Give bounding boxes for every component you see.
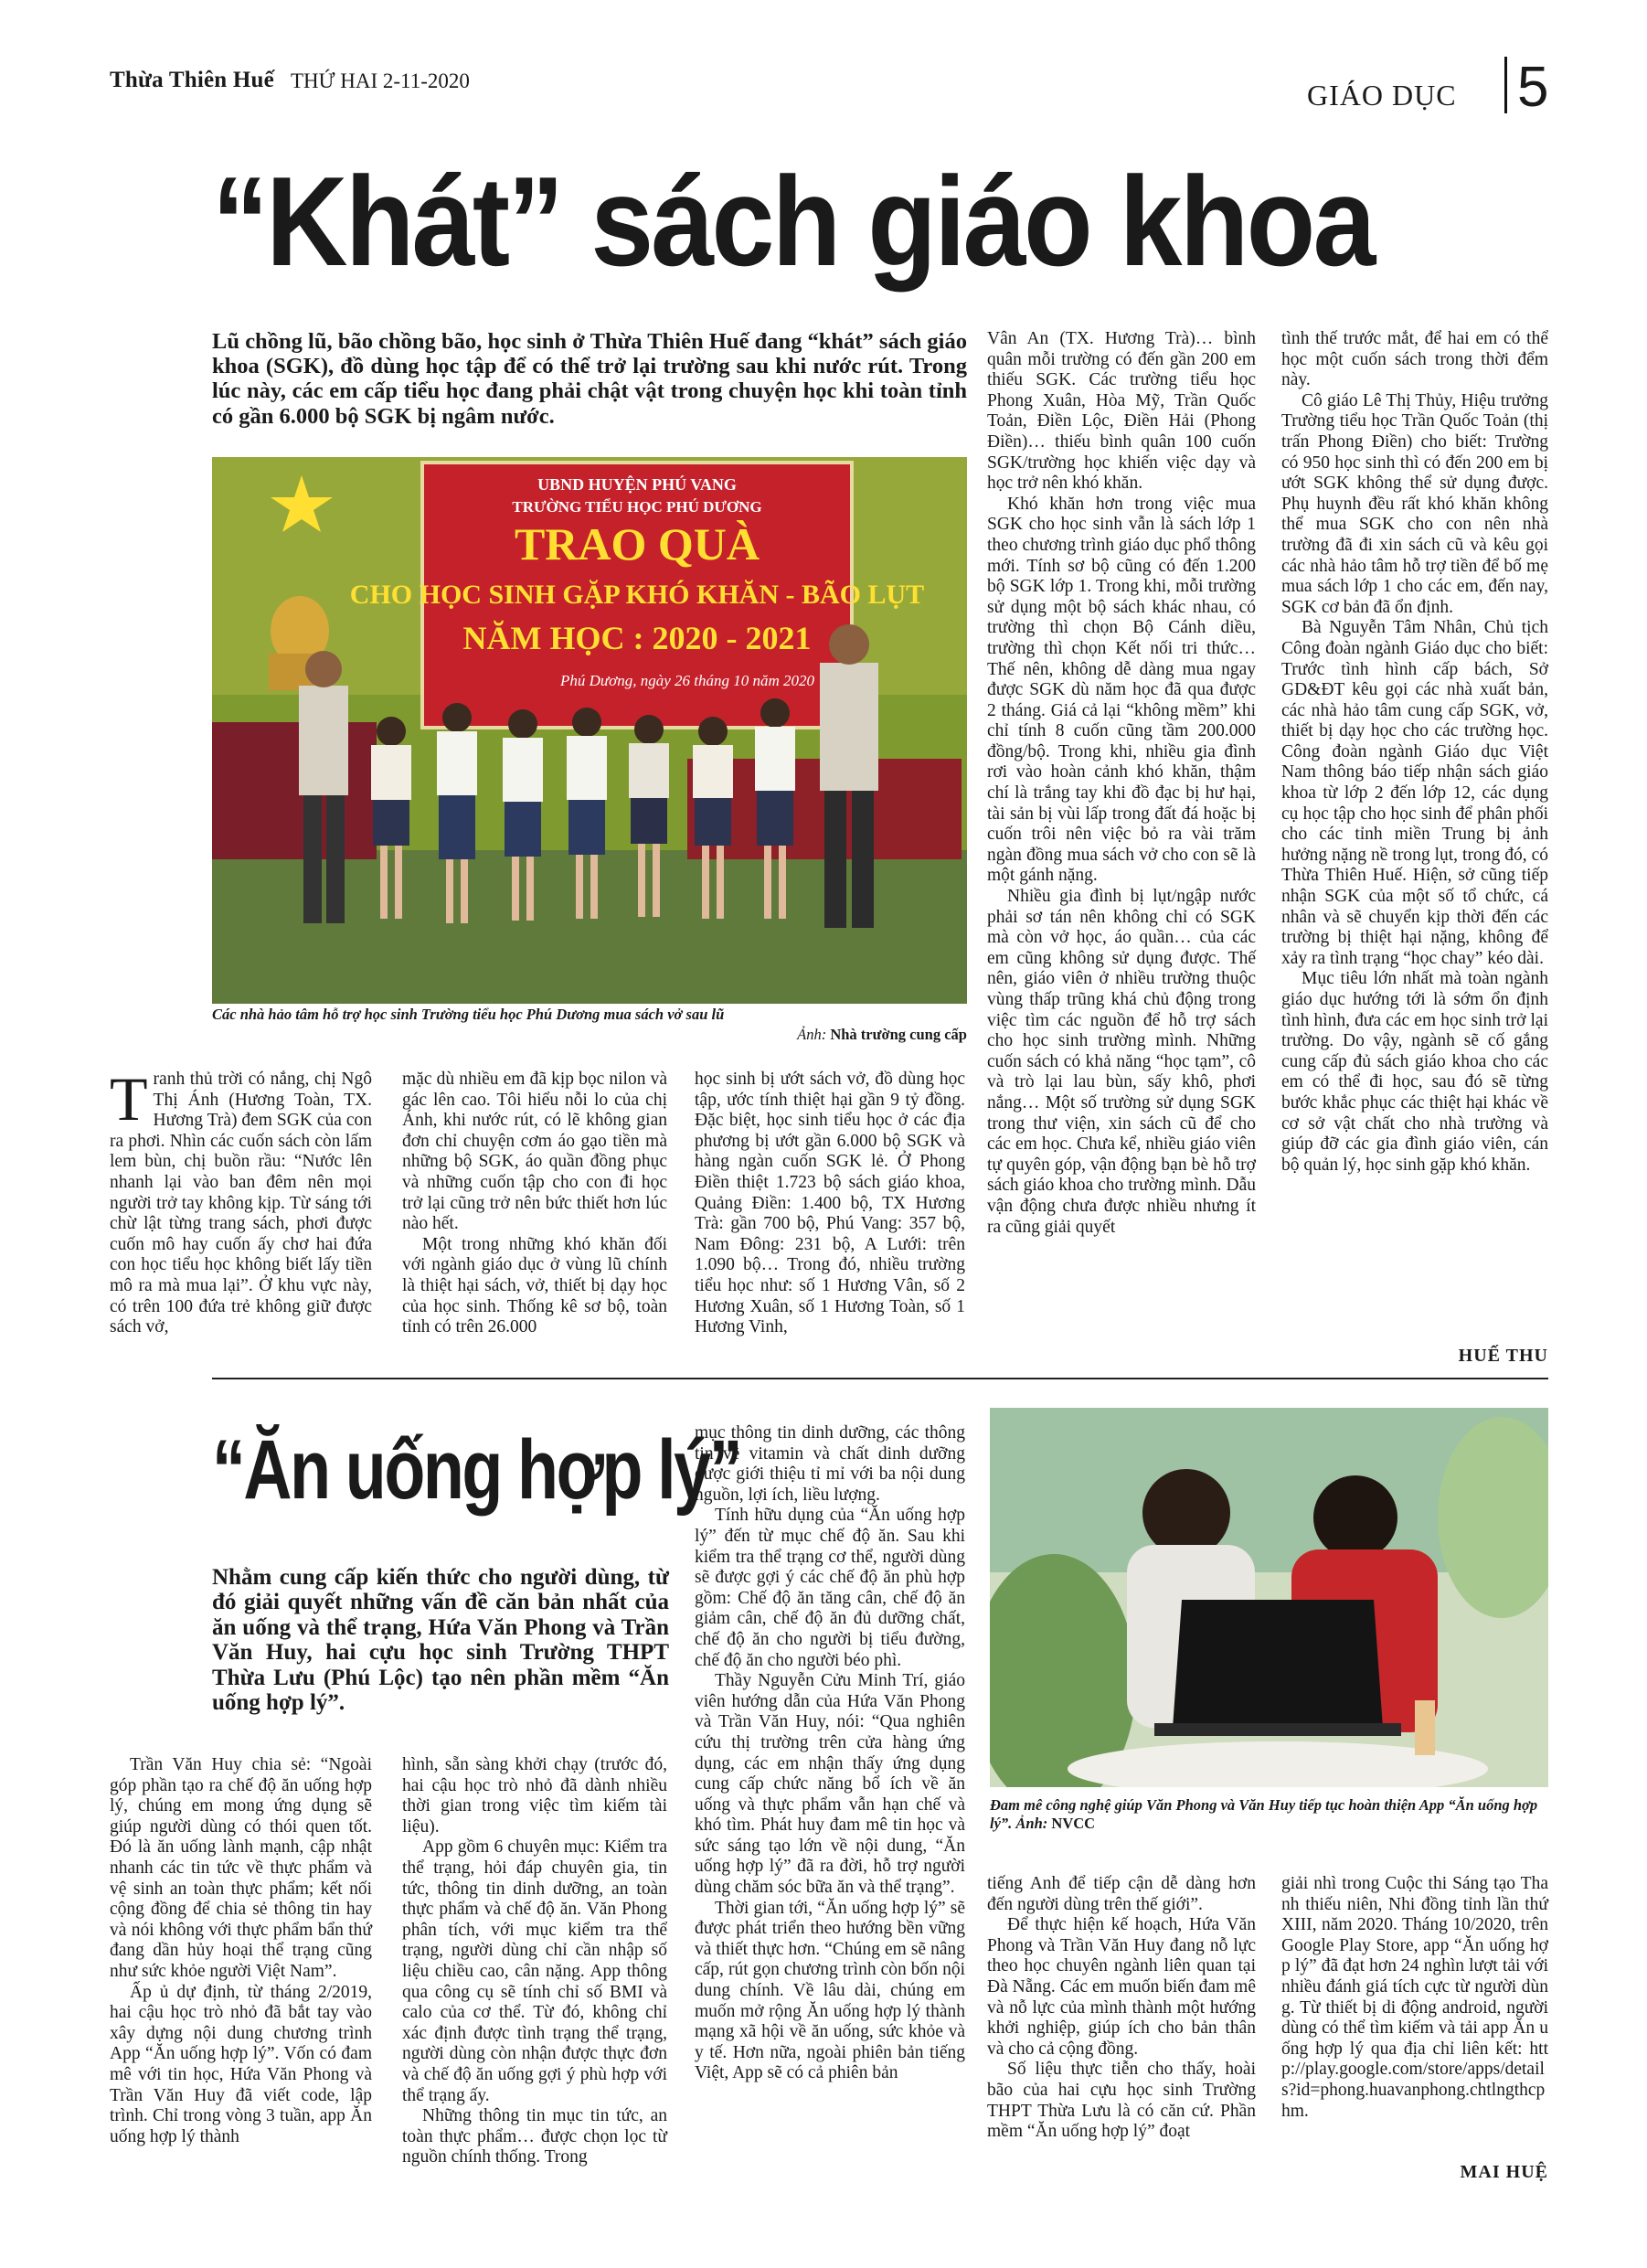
article1-col4-p2: Khó khăn hơn trong việc mua SGK cho học sinh vẫn là sách lớp 1 theo chương trình giáo dục phổ thông mới. Tính sơ bộ cũng có đến 1.200 bộ SGK lớp 1. Trong khi, mỗi trường sử dụng một bộ sách khác nhau, có trường thì chọn Bộ Cánh diều, trường thì chọn Kết nối tri thức… Thế nên, không dễ dàng mua ngay được SGK dù năm học đã qua được 2 tháng. Giá cả lại “không mềm” khi chỉ tính 8 cuốn cũng tầm 200.000 đồng/bộ. Trong khi, nhiều gia đình rơi vào hoàn cảnh khó khăn, thậm chí là trắng tay khi đồ đạc bị hư hại, tài sản bị vùi lấp trong đất đá hoặc bị cuốn trôi nên việc bỏ ra vài trăm ngàn đồng mua sách vở cho con sẽ là một gánh nặng.: [987, 494, 1256, 886]
article2-caption-text: Đam mê công nghệ giúp Văn Phong và Văn Huy tiếp tục hoàn thiện App “Ăn uống hợp lý”.: [990, 1796, 1538, 1832]
article1-col5-p3: Bà Nguyễn Tâm Nhân, Chủ tịch Công đoàn ngành Giáo dục cho biết: Trước tình hình cấp bách, Sở GD&ĐT kêu gọi các nhà xuất bản, các nhà hảo tâm cung cấp SGK, vở, thiết bị dạy học cho các trường học. Công đoàn ngành Giáo dục Việt Nam thông báo tiếp nhận sách giáo khoa từ lớp 2 đến lớp 12, các dụng cụ học tập cho học sinh để phân phối cho các tỉnh miền Trung bị ảnh hưởng nặng nề trong lụt, trong đó, có Thừa Thiên Huế. Hiện, sở cũng tiếp nhận SGK của một số tổ chức, cá nhân và sẽ chuyển kịp thời đến các trường bị thiệt hại nặng, không để xảy ra tình trạng “học chay” kéo dài.: [1281, 618, 1548, 968]
article1-col4-p1: Vân An (TX. Hương Trà)… bình quân mỗi trường có đến gần 200 em thiếu SGK. Các trường tiểu học Phong Xuân, Hòa Mỹ, Trần Quốc Toản, Điền Lộc, Điền Hải (Phong Điền)… thiếu bình quân 100 cuốn SGK/trường học khiến việc dạy và học trở nên khó khăn.: [987, 329, 1256, 494]
article2-col3-p4: Thời gian tới, “Ăn uống hợp lý” sẽ được phát triển theo hướng bền vững và thiết thực hơn. “Chúng em sẽ nâng cấp, rút gọn chương trình còn bốn nội dung chính. Về lâu dài, chúng em muốn mở rộng Ăn uống hợp lý thành mạng xã hội về ăn uống, sức khỏe và y tế. Hơn nữa, ngoài phiên bản tiếng Việt, App sẽ có cả phiên bản: [695, 1898, 965, 2083]
article2-col3-p2: Tính hữu dụng của “Ăn uống hợp lý” đến từ mục chế độ ăn. Sau khi kiểm tra thể trạng cơ thể, người dùng sẽ được gợi ý các chế độ ăn phù hợp gồm: Chế độ ăn tăng cân, chế độ ăn giảm cân, chế độ ăn đủ dưỡng chất, chế độ ăn cho người bị tiểu đường, chế độ ăn cho người béo phì.: [695, 1506, 965, 1670]
article2-column-1: [110, 1755, 372, 2147]
banner-text-line3: TRAO QUÀ: [514, 518, 760, 570]
article1-title: “Khát” sách giáo khoa: [212, 151, 1374, 293]
article1-column-5: [1281, 329, 1548, 1176]
article2-col4-p2: Để thực hiện kế hoạch, Hứa Văn Phong và Trần Văn Huy đang nỗ lực theo học chuyên ngành liên quan tại Đà Nẵng. Các em muốn biến đam mê và nỗ lực của mình thành một hướng khởi nghiệp, giúp ích cho bản thân và cho cả cộng đồng.: [987, 1915, 1256, 2059]
issue-date: THỨ HAI 2-11-2020: [291, 69, 470, 92]
article1-column-3: [695, 1070, 965, 1338]
article2-photo-caption: [990, 1796, 1548, 1833]
article2-col4-p3: Số liệu thực tiễn cho thấy, hoài bão của hai cựu học sinh Trường THPT Thừa Lưu là có căn cứ. Phần mềm “Ăn uống hợp lý” đoạt: [987, 2060, 1256, 2142]
article1-column-1: [110, 1064, 372, 1338]
article1-column-2: [402, 1070, 667, 1338]
header-divider: [1504, 57, 1507, 113]
credit-text: Nhà trường cung cấp: [830, 1026, 967, 1043]
article1-col3-text: học sinh bị ướt sách vở, đồ dùng học tập, ước tính thiệt hại gần 9 tỷ đồng. Đặc biệt, học sinh tiểu học ở các địa phương bị ướt gần 6.000 bộ SGK và hàng ngàn cuốn SGK lẻ. Ở Phong Điền thiệt 1.723 bộ sách giáo khoa, Quảng Điền: 1.400 bộ, TX Hương Trà: gần 700 bộ, Phú Vang: 357 bộ, Nam Đông: 231 bộ, A Lưới: trên 1.090 bộ… Trong đó, nhiều trường tiểu học như: số 1 Hương Vân, số 2 Hương Xuân, số 1 Hương Toàn, số 1 Hương Vinh,: [695, 1070, 965, 1337]
article2-col3-p3: Thầy Nguyễn Cửu Minh Trí, giáo viên hướng dẫn của Hứa Văn Phong và Trần Văn Huy, nói: “Qua nghiên cứu thị trường trên cửa hàng ứng dụng, các em nhận thấy ứng dụng cung cấp chức năng bổ ích về ăn uống và thực phẩm vẫn hạn chế và khó tìm. Phát huy đam mê tin học và sức sáng tạo lớn về nội dung, “Ăn uống hợp lý” đã ra đời, hỗ trợ người dùng chăm sóc bữa ăn và thể trạng”.: [695, 1671, 965, 1898]
article1-col2-p1: mặc dù nhiều em đã kịp bọc nilon và gác lên cao. Tôi hiểu nỗi lo của chị Ánh, khi nước rút, có lẽ không gian đơn chỉ chuyện cơm áo gạo tiền mà những bộ SGK, áo quần đồng phục và những cuốn tập cho con đi học trở lại cũng trở nên bức thiết hơn lúc nào hết.: [402, 1070, 667, 1234]
article1-col2-p2: Một trong những khó khăn đối với ngành giáo dục ở vùng lũ chính là thiệt hại sách, vở, thiết bị dạy học của học sinh. Thống kê sơ bộ, toàn tỉnh có trên 26.000: [402, 1234, 667, 1337]
newspaper-brand: Thừa Thiên Huế: [110, 68, 274, 92]
article2-column-3: [695, 1423, 965, 2084]
article1-col5-p4: Mục tiêu lớn nhất mà toàn ngành giáo dục hướng tới là sớm ổn định tình hình, đưa các em học sinh trở lại trường. Do vậy, ngành sẽ cố gắng cung cấp đủ sách giáo khoa cho các em có thể đi học, sau đó sẽ từng bước khắc phục các thiệt hại khác về cơ sở vật chất cho nhà trường và giúp đỡ các gia đình giáo viên, cán bộ quản lý, học sinh gặp khó khăn.: [1281, 969, 1548, 1175]
banner-text-line4: CHO HỌC SINH GẶP KHÓ KHĂN - BÃO LỤT: [349, 580, 925, 610]
article2-col1-p2: Ấp ủ dự định, từ tháng 2/2019, hai cậu học trò nhỏ đã bắt tay vào xây dựng nội dung chương trình App “Ăn uống hợp lý”. Vốn có đam mê với tin học, Hứa Văn Phong và Trần Văn Huy đã viết code, lập trình. Chỉ trong vòng 3 tuần, app Ăn uống hợp lý thành: [110, 1982, 372, 2146]
dropcap: T: [110, 1064, 148, 1134]
banner-text-line5: NĂM HỌC : 2020 - 2021: [462, 620, 812, 656]
article1-col1-text: ranh thủ trời có nắng, chị Ngô Thị Ánh (Hương Toàn, TX. Hương Trà) đem SGK của con ra phơi. Nhìn các cuốn sách còn lấm lem bùn, chị buồn rầu: “Nước lên nhanh lại vào ban đêm nên mọi người trở tay không kịp. Từ sáng tới chừ lật từng trang sách, phơi được cuốn mô hay cuốn ấy chơ hai đứa con học tiểu học không biết lấy tiền mô ra mà mua lại”. Ở khu vực này, có trên 100 đứa trẻ không giữ được sách vở,: [110, 1070, 372, 1337]
article2-column-5: [1281, 1874, 1548, 2122]
article2-title: “Ăn uống hợp lý”: [212, 1423, 741, 1517]
page-number: 5: [1517, 56, 1549, 119]
banner-text-line6: Phú Dương, ngày 26 tháng 10 năm 2020: [559, 672, 815, 689]
article1-byline: HUẾ THU: [1458, 1346, 1548, 1366]
article2-credit-label: Ảnh:: [1015, 1815, 1048, 1832]
article1-photo-caption: Các nhà hảo tâm hỗ trợ học sinh Trường tiểu học Phú Dương mua sách vở sau lũ: [212, 1006, 725, 1023]
article2-col1-p1: Trần Văn Huy chia sẻ: “Ngoài góp phần tạo ra chế độ ăn uống hợp lý, chúng em mong ứng dụng sẽ giúp người dùng có thói quen tốt. Đó là ăn uống lành mạnh, cập nhật nhanh các tin tức về thực phẩm và vệ sinh an toàn thực phẩm; kết nối cộng đồng để chia sẻ thông tin hay và nói không với thực phẩm bẩn thứ đang dần hủy hoại thể trạng cũng như sức khỏe người Việt Nam”.: [110, 1755, 372, 1981]
article2-column-2: [402, 1755, 667, 2168]
award-ceremony-photo: [212, 457, 967, 1004]
article2-credit-text: NVCC: [1051, 1815, 1096, 1832]
article2-col5-p1: giải nhì trong Cuộc thi Sáng tạo Thanh thiếu niên, Nhi đồng tỉnh lần thứ XIII, năm 2020. Tháng 10/2020, trên Google Play Store, app “Ăn uống hợp lý” đã đạt hơn 24 nghìn lượt tải với nhiều đánh giá tích cực từ người dùng. Từ thiết bị di động android, người dùng có thể tìm kiếm và tải app Ăn uống hợp lý qua địa chỉ liên kết: http://play.google.com/store/apps/details?id=phong.huavanphong.chtlngthcphm.: [1281, 1874, 1548, 2121]
article2-col2-p1: hình, sẵn sàng khởi chạy (trước đó, hai cậu học trò nhỏ đã dành nhiều thời gian trong việc tìm kiếm tài liệu).: [402, 1755, 667, 1837]
banner-text-line1: UBND HUYỆN PHÚ VANG: [537, 475, 737, 494]
article1-photo: [212, 457, 967, 1004]
section-title: GIÁO DỤC: [1307, 79, 1457, 112]
article2-col3-p1: mục thông tin dinh dưỡng, các thông tin về vitamin và chất dinh dưỡng được giới thiệu tỉ mỉ với ba nội dung nguồn, lợi ích, liều lượng.: [695, 1423, 965, 1505]
article-divider: [212, 1378, 1548, 1379]
article2-col4-p1: tiếng Anh để tiếp cận dễ dàng hơn đến người dùng trên thế giới”.: [987, 1874, 1256, 1914]
article2-col2-p3: Những thông tin mục tin tức, an toàn thực phẩm… được chọn lọc từ nguồn chính thống. Trong: [402, 2106, 667, 2167]
banner-text-line2: TRƯỜNG TIỂU HỌC PHÚ DƯƠNG: [512, 498, 762, 516]
students-laptop-photo: [990, 1408, 1548, 1787]
article1-column-4: [987, 329, 1256, 1238]
article2-column-4: [987, 1874, 1256, 2143]
article1-col4-p3: Nhiều gia đình bị lụt/ngập nước phải sơ tán nên không chỉ có SGK mà còn vở học, áo quần… của các em cũng không sử dụng được. Thế nên, giáo viên ở nhiều trường thuộc vùng thấp trũng khá chủ động trong việc tìm các nguồn để hỗ trợ sách cho học sinh trường mình. Những cuốn sách có khả năng “học tạm”, cô và trò lại lau bùn, sấy khô, phơi nắng… Một số trường sử dụng SGK trong thư viện, xin sách cũ để cho các em học. Chưa kể, nhiều giáo viên tự quyên góp, vận động bạn bè hỗ trợ sách giáo khoa cho trường mình. Dẫu vận động chưa được nhiều nhưng ít ra cũng giải quyết: [987, 887, 1256, 1237]
article1-col5-p1: tình thế trước mắt, để hai em có thể học một cuốn sách trong thời đểm này.: [1281, 329, 1548, 390]
article2-photo: [990, 1408, 1548, 1787]
article2-col2-p2: App gồm 6 chuyên mục: Kiểm tra thể trạng, hỏi đáp chuyên gia, tin tức, thông tin dinh dưỡng, an toàn thực phẩm và chế độ ăn. Văn Phong phân tích, với mục kiểm tra thể trạng, người dùng chỉ cần nhập số liệu chiều cao, cân nặng. App thông qua công cụ sẽ tính chỉ số BMI và calo của cơ thể. Từ đó, không chỉ xác định được tình trạng thể trạng, người dùng còn nhận được thực đơn và chế độ ăn uống gợi ý phù hợp với thể trạng ấy.: [402, 1837, 667, 2105]
article2-lede: Nhằm cung cấp kiến thức cho người dùng, từ đó giải quyết những vấn đề căn bản nhất của ăn uống và thể trạng, Hứa Văn Phong và Trần Văn Huy, hai cựu học sinh Trường THPT Thừa Lưu (Phú Lộc) tạo nên phần mềm “Ăn uống hợp lý”.: [212, 1565, 669, 1716]
article1-lede: Lũ chồng lũ, bão chồng bão, học sinh ở Thừa Thiên Huế đang “khát” sách giáo khoa (SGK), đồ dùng học tập để có thể trở lại trường sau khi nước rút. Trong lúc này, các em cấp tiểu học đang phải chật vật trong chuyện học khi toàn tỉnh có gần 6.000 bộ SGK bị ngâm nước.: [212, 329, 967, 429]
article2-byline: MAI HUỆ: [1460, 2162, 1548, 2182]
article1-col5-p2: Cô giáo Lê Thị Thủy, Hiệu trưởng Trường tiểu học Trần Quốc Toản (thị trấn Phong Điền) cho biết: Trường có 950 học sinh thì có đến 200 em bị ướt SGK không thể sử dụng được. Phụ huynh đều rất khó khăn không thể mua SGK cho con nên nhà trường đã đi xin sách cũ và kêu gọi các nhà hảo tâm hỗ trợ tiền để bố mẹ mua sách lớp 1 cho các em, đến nay, SGK cơ bản đã ổn định.: [1281, 390, 1548, 617]
article1-photo-credit: [766, 1026, 967, 1044]
credit-label: Ảnh:: [797, 1026, 827, 1043]
